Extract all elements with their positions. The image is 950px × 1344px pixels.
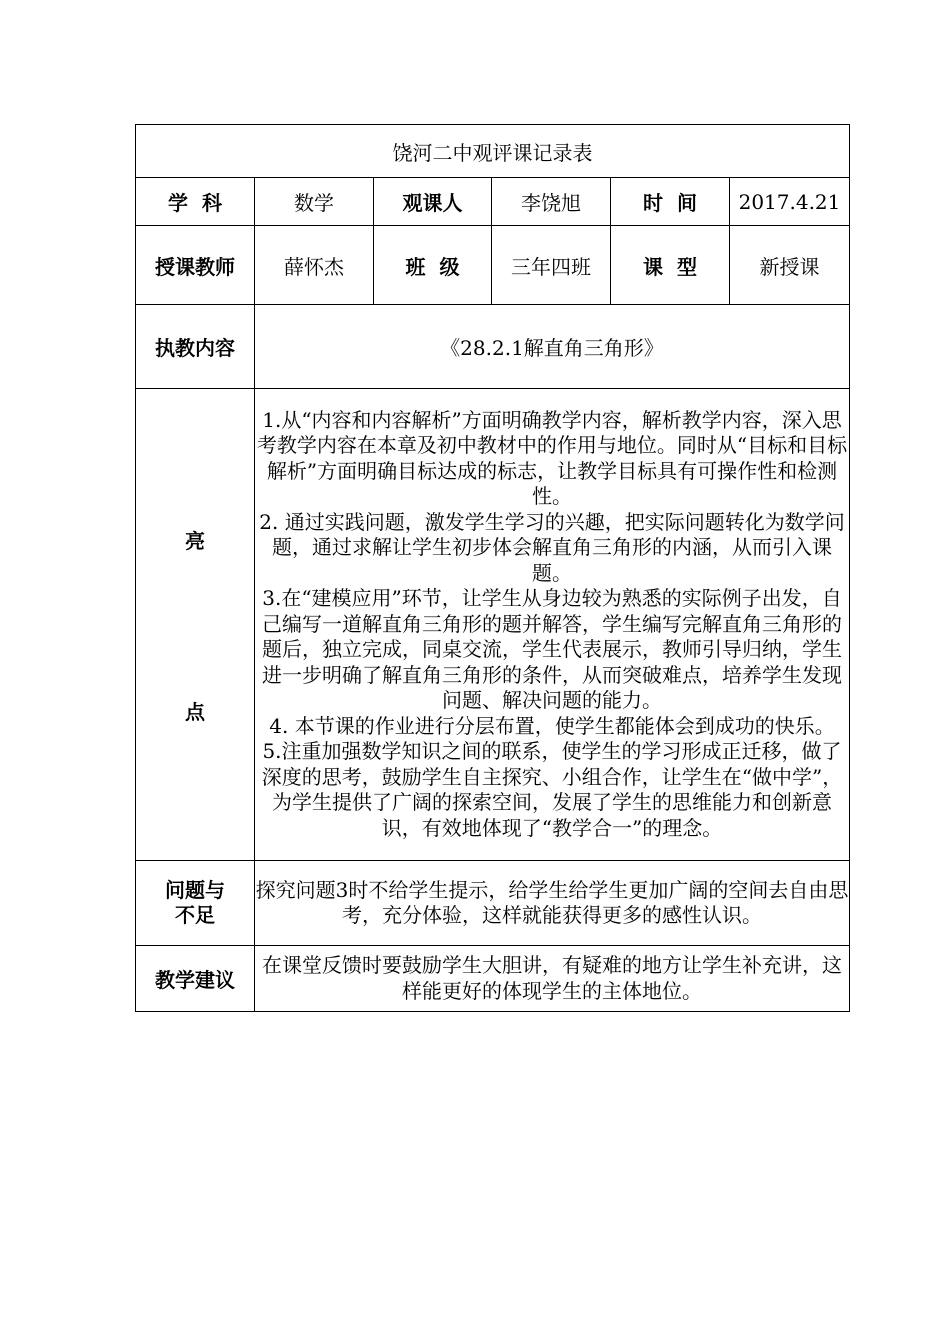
highlight-paragraph: 5.注重加强数学知识之间的联系，使学生的学习形成正迁移，做了深度的思考，鼓励学生自主探究、小组合作，让学生在“做中学”，为学生提供了广阔的探索空间，发展了学生的思维能力和创新意识，有效地体现了“教学合一”的理念。 [261,739,843,840]
highlights-label [136,389,255,861]
class-value: 三年四班 [492,226,611,305]
lesson-type-label: 课 型 [611,226,730,305]
highlights-text [255,389,850,861]
problems-label-line-1: 问题与 [165,878,225,902]
subject-label: 学 科 [136,178,255,226]
observer-label: 观课人 [374,178,492,226]
suggestion-label: 教学建议 [136,946,255,1012]
content-label: 执教内容 [136,305,255,389]
time-label: 时 间 [611,178,730,226]
teacher-value: 薛怀杰 [255,226,374,305]
table-title: 饶河二中观评课记录表 [136,125,850,178]
problems-label [136,861,255,946]
problems-text: 探究问题3时不给学生提示，给学生给学生更加广阔的空间去自由思考，充分体验，这样就能获得更多的感性认识。 [255,861,850,946]
highlights-label-char-1: 亮 [185,528,205,553]
lesson-type-value: 新授课 [730,226,850,305]
highlights-label-char-2: 点 [185,699,205,724]
class-label: 班 级 [374,226,492,305]
suggestion-text: 在课堂反馈时要鼓励学生大胆讲，有疑难的地方让学生补充讲，这样能更好的体现学生的主体地位。 [255,946,850,1012]
teacher-label: 授课教师 [136,226,255,305]
observer-value: 李饶旭 [492,178,611,226]
time-value: 2017.4.21 [730,178,850,226]
highlight-paragraph: 1.从“内容和内容解析”方面明确教学内容，解析教学内容，深入思考教学内容在本章及初中教材中的作用与地位。同时从“目标和目标解析”方面明确目标达成的标志，让教学目标具有可操作性和检测性。 [256,407,848,509]
observation-record-table [135,124,850,1012]
subject-value: 数学 [255,178,374,226]
highlight-paragraph: 4. 本节课的作业进行分层布置，使学生都能体会到成功的快乐。 [269,713,835,738]
problems-label-line-2: 不足 [175,903,215,927]
highlight-paragraph: 3.在“建模应用”环节，让学生从身边较为熟悉的实际例子出发，自己编写一道解直角三角形的题并解答，学生编写完解直角三角形的题后，独立完成，同桌交流，学生代表展示，教师引导归纳，学生进一步明确了解直角三角形的条件，从而突破难点，培养学生发现问题、解决问题的能力。 [262,586,842,713]
content-value: 《28.2.1解直角三角形》 [255,305,850,389]
highlight-paragraph: 2. 通过实践问题，激发学生学习的兴趣，把实际问题转化为数学问题，通过求解让学生初步体会解直角三角形的内涵，从而引入课题。 [259,509,845,585]
